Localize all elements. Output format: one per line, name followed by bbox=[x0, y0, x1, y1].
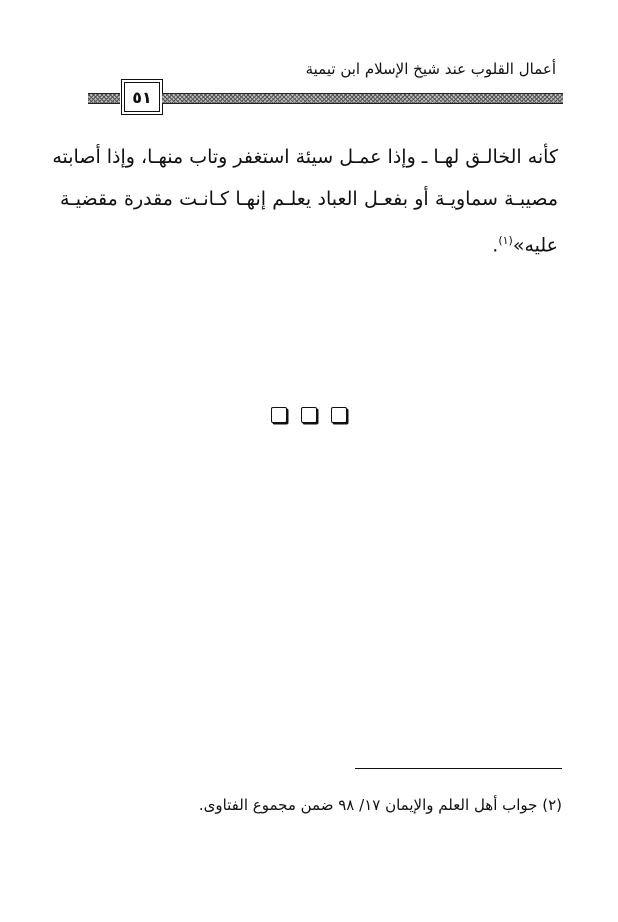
section-separator bbox=[0, 407, 618, 423]
final-period: . bbox=[492, 234, 499, 257]
footnote-divider bbox=[355, 768, 562, 769]
square-icon bbox=[271, 407, 287, 423]
running-title: أعمال القلوب عند شيخ الإسلام ابن تيمية bbox=[305, 60, 556, 78]
body-line-last bbox=[60, 220, 558, 266]
body-line-text: عليه» bbox=[512, 234, 558, 257]
square-icon bbox=[301, 407, 317, 423]
hatched-rule-left bbox=[88, 93, 120, 104]
square-icon bbox=[331, 407, 347, 423]
footnote-reference: (١) bbox=[498, 234, 513, 247]
page-number: ٥١ bbox=[124, 82, 160, 112]
footnote: (٢) جواب أهل العلم والإيمان ١٧/ ٩٨ ضمن مجموع الفتاوى. bbox=[198, 796, 562, 814]
body-paragraph bbox=[52, 136, 558, 266]
hatched-rule-right bbox=[162, 93, 563, 104]
body-line: كأنه الخالـق لهـا ـ وإذا عمـل سيئة استغفر وتاب منهـا، وإذا أصابته bbox=[52, 146, 558, 168]
body-line: مصيبـة سماويـة أو بفعـل العباد يعلـم إنهـا كـانـت مقدرة مقضيـة bbox=[60, 188, 558, 210]
header-rule bbox=[88, 82, 563, 112]
